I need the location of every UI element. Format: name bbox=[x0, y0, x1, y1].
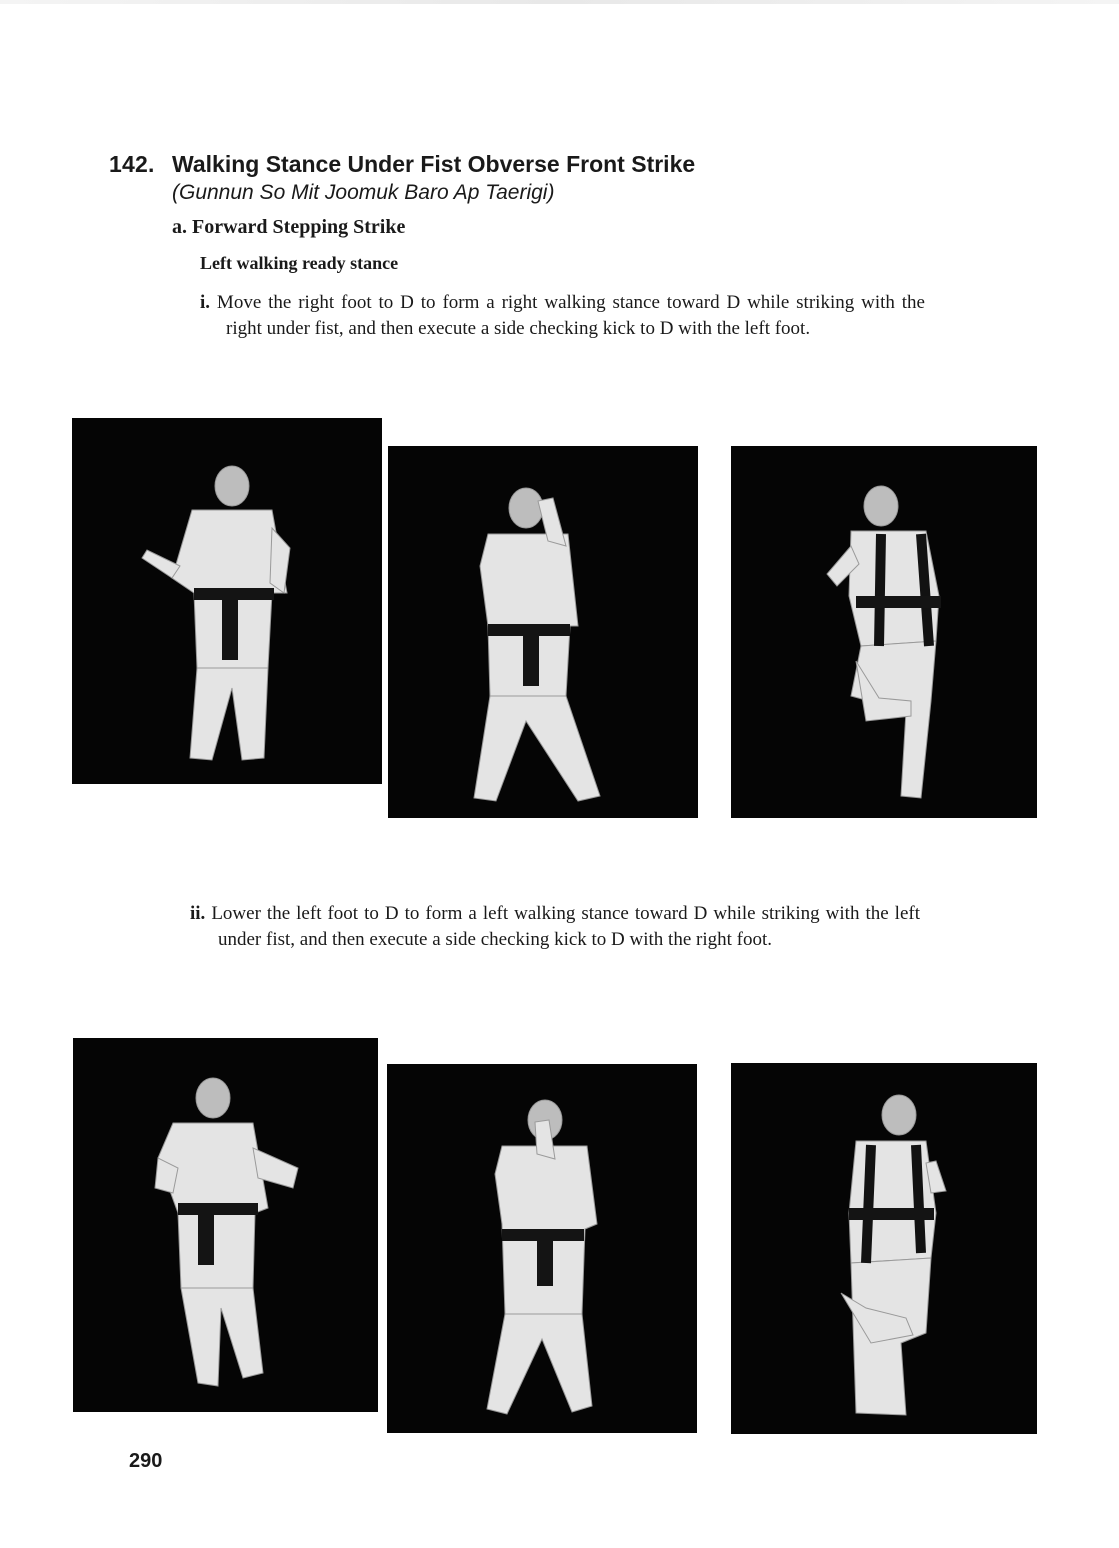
section-title: Walking Stance Under Fist Obverse Front Strike bbox=[172, 151, 696, 177]
step-i-text: Move the right foot to D to form a right walking stance toward D while striking with the right under fist, and then execute a side checking kick to D with the left foot. bbox=[216, 292, 925, 339]
step-forward-photo bbox=[73, 1038, 378, 1412]
left-under-fist-strike-photo bbox=[387, 1064, 697, 1433]
page-number: 290 bbox=[129, 1450, 163, 1472]
left-side-checking-kick-photo bbox=[731, 446, 1037, 818]
step-ii-text: Lower the left foot to D to form a left walking stance toward D while striking with the left under fist, and then execute a side checking kick to D with the right foot. bbox=[211, 903, 920, 950]
subsection-heading: a. Forward Stepping Strike bbox=[172, 216, 406, 238]
ready-stance-photo bbox=[72, 418, 382, 784]
step-ii-label: ii. bbox=[190, 903, 206, 924]
section-number: 142. bbox=[109, 151, 155, 177]
right-side-checking-kick-photo bbox=[731, 1063, 1037, 1434]
ready-stance-label: Left walking ready stance bbox=[200, 253, 399, 273]
step-ii-paragraph bbox=[190, 901, 920, 953]
scan-edge bbox=[0, 0, 1119, 4]
right-under-fist-strike-photo bbox=[388, 446, 698, 818]
step-i-paragraph bbox=[200, 290, 925, 342]
section-subtitle: (Gunnun So Mit Joomuk Baro Ap Taerigi) bbox=[172, 181, 555, 204]
step-i-label: i. bbox=[200, 292, 211, 313]
